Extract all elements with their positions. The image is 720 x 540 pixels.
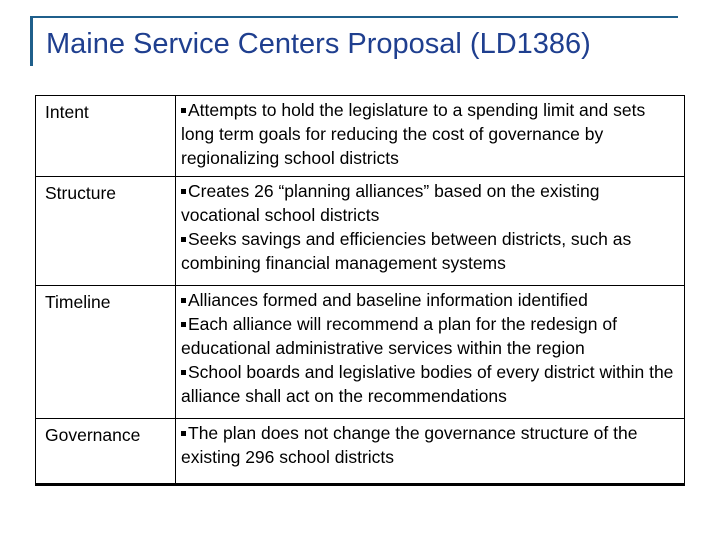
bullet-item bbox=[181, 179, 678, 227]
row-content bbox=[176, 419, 685, 485]
bullet-item bbox=[181, 288, 678, 312]
row-content bbox=[176, 177, 685, 286]
bullet-item bbox=[181, 98, 678, 170]
table-row-governance bbox=[36, 419, 685, 485]
bullet-square-icon bbox=[181, 370, 186, 375]
bullet-text: Attempts to hold the legislature to a spending limit and sets long term goals for reducing the cost of governance by regionalizing school districts bbox=[181, 100, 646, 168]
bullet-square-icon bbox=[181, 431, 186, 436]
bullet-item bbox=[181, 312, 678, 360]
bullet-item bbox=[181, 421, 678, 469]
table-row-structure bbox=[36, 177, 685, 286]
bullet-text: Seeks savings and efficiencies between districts, such as combining financial management systems bbox=[181, 229, 632, 273]
table-row-intent bbox=[36, 96, 685, 177]
bullet-item bbox=[181, 227, 678, 275]
bullet-square-icon bbox=[181, 108, 186, 113]
bullet-text: The plan does not change the governance structure of the existing 296 school districts bbox=[181, 423, 638, 467]
bullet-square-icon bbox=[181, 189, 186, 194]
proposal-table bbox=[35, 95, 685, 486]
bullet-square-icon bbox=[181, 322, 186, 327]
title-rule-left bbox=[30, 16, 33, 66]
row-label: Governance bbox=[36, 419, 176, 485]
title-rule-top bbox=[30, 16, 678, 18]
row-content bbox=[176, 96, 685, 177]
bullet-text: Each alliance will recommend a plan for the redesign of educational administrative services within the region bbox=[181, 314, 617, 358]
bullet-text: Alliances formed and baseline information identified bbox=[188, 290, 588, 310]
bullet-text: Creates 26 “planning alliances” based on the existing vocational school districts bbox=[181, 181, 600, 225]
bullet-text: School boards and legislative bodies of every district within the alliance shall act on the recommendations bbox=[181, 362, 674, 406]
table-row-timeline bbox=[36, 286, 685, 419]
bullet-square-icon bbox=[181, 237, 186, 242]
row-label: Structure bbox=[36, 177, 176, 286]
row-content bbox=[176, 286, 685, 419]
bullet-item bbox=[181, 360, 678, 408]
bullet-square-icon bbox=[181, 298, 186, 303]
row-label: Intent bbox=[36, 96, 176, 177]
row-label: Timeline bbox=[36, 286, 176, 419]
slide-title: Maine Service Centers Proposal (LD1386) bbox=[46, 28, 591, 60]
